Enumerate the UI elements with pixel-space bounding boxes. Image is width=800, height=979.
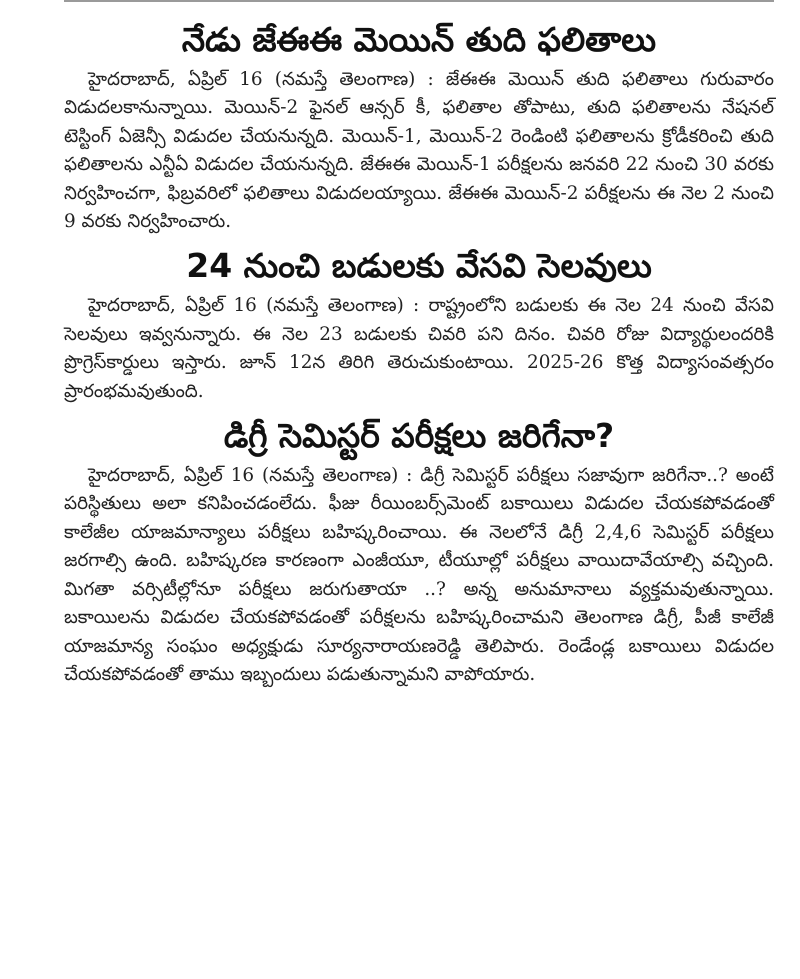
newspaper-clipping <box>64 8 774 689</box>
article-body: హైదరాబాద్, ఏప్రిల్ 16 (నమస్తే తెలంగాణ) : రాష్ట్రంలోని బడులకు ఈ నెల 24 నుంచి వేసవి సెలవులు ఇవ్వనున్నారు. ఈ నెల 23 బడులకు చివరి పని దినం. చివరి రోజు విద్యార్థులందరికి ప్రొగ్రెస్‌కార్డులు ఇస్తారు. జూన్ 12న తిరిగి తెరుచుకుంటాయి. 2025-26 కొత్త విద్యాసంవత్సరం ప్రారంభమవుతుంది. <box>64 295 774 402</box>
top-divider <box>64 0 774 2</box>
article-summer-holidays <box>64 244 774 406</box>
article-body: హైదరాబాద్, ఏప్రిల్ 16 (నమస్తే తెలంగాణ) : జేఈఈ మెయిన్ తుది ఫలితాలు గురువారం విడుదలకానున్నాయి. మెయిన్-2 ఫైనల్ ఆన్సర్ కీ, ఫలితాల తోపాటు, తుది ఫలితాలను నేషనల్ టెస్టింగ్ ఏజెన్సీ విడుదల చేయనున్నది. మెయిన్-1, మెయిన్-2 రెండింటి ఫలితాలను క్రోడీకరించి తుది ఫలితాలను ఎన్టీఏ విడుదల చేయనున్నది. జేఈఈ మెయిన్-1 పరీక్షలను జనవరి 22 నుంచి 30 వరకు నిర్వహించగా, ఫిబ్రవరిలో ఫలితాలు విడుదలయ్యాయి. జేఈఈ మెయిన్-2 పరీక్షలను ఈ నెల 2 నుంచి 9 వరకు నిర్వహించారు. <box>64 69 774 233</box>
article-headline: డిగ్రీ సెమిస్టర్ పరీక్షలు జరిగేనా? <box>223 416 615 456</box>
article-degree-exams <box>64 414 774 689</box>
article-jee-main-results <box>64 18 774 236</box>
article-headline: 24 నుంచి బడులకు వేసవి సెలవులు <box>186 246 652 286</box>
article-headline: నేడు జేఈఈ మెయిన్ తుది ఫలితాలు <box>181 20 657 59</box>
article-body: హైదరాబాద్, ఏప్రిల్ 16 (నమస్తే తెలంగాణ) : డిగ్రీ సెమిస్టర్ పరీక్షలు సజావుగా జరిగేనా..? అంటే పరిస్థితులు అలా కనిపించడంలేదు. ఫీజు రీయింబర్స్‌మెంట్ బకాయిలు విడుదల చేయకపోవడంతో కాలేజీల యాజమాన్యాలు పరీక్షలు బహిష్కరించాయి. ఈ నెలలోనే డిగ్రీ 2,4,6 సెమిస్టర్ పరీక్షలు జరగాల్సి ఉంది. బహిష్కరణ కారణంగా ఎంజీయూ, టీయూల్లో పరీక్షలు వాయిదావేయాల్సి వచ్చింది. మిగతా వర్సిటీల్లోనూ పరీక్షలు జరుగుతాయా ..? అన్న అనుమానాలు వ్యక్తమవుతున్నాయి. బకాయిలను విడుదల చేయకపోవడంతో పరీక్షలను బహిష్కరించామని తెలంగాణ డిగ్రీ, పీజీ కాలేజీ యాజమాన్య సంఘం అధ్యక్షుడు సూర్యనారాయణరెడ్డి తెలిపారు. రెండేండ్ల బకాయిలు విడుదల చేయకపోవడంతో తాము ఇబ్బందులు పడుతున్నామని వాపోయారు. <box>64 465 774 685</box>
